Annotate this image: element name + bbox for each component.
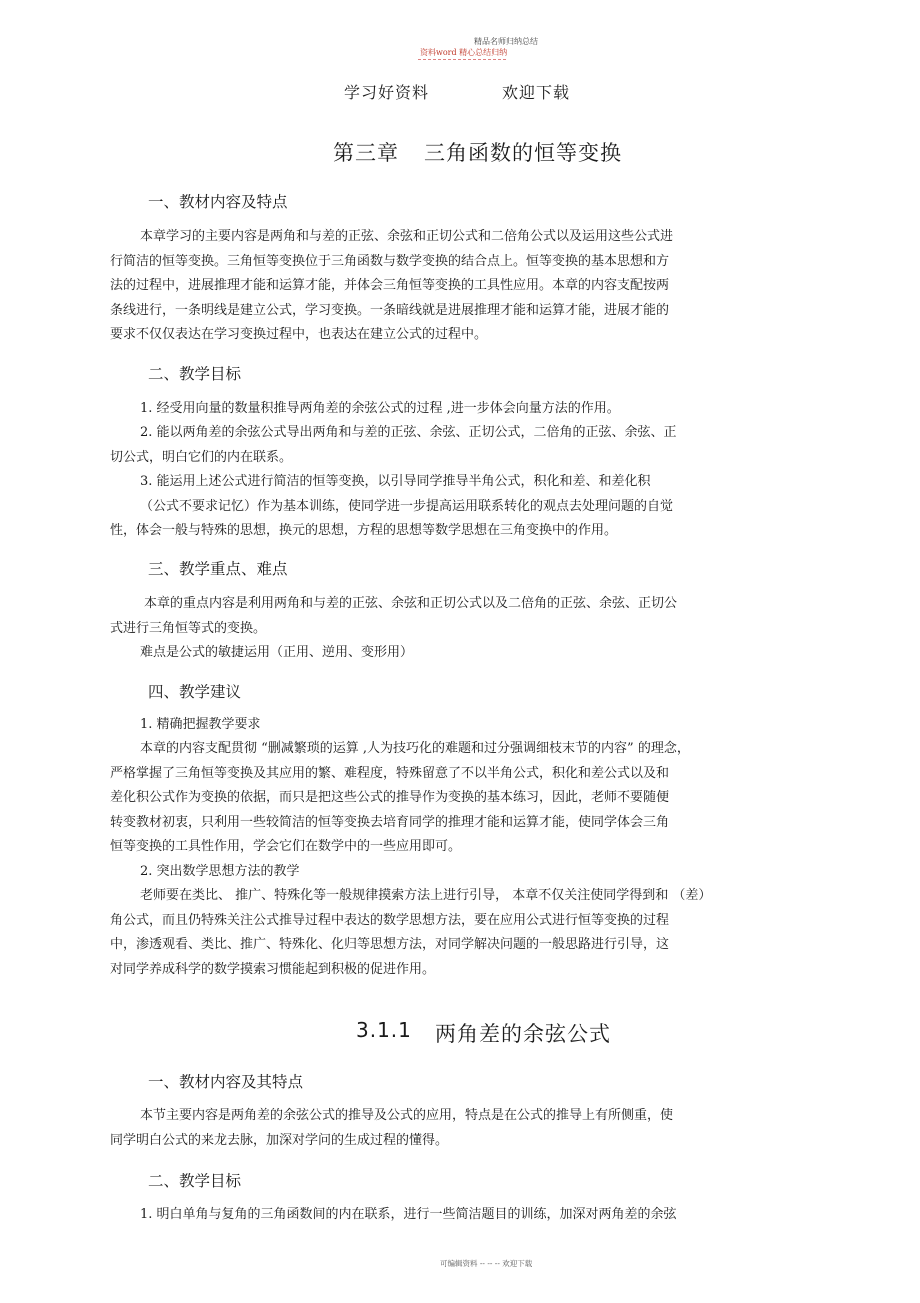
chapter-title: 三角函数的恒等变换 <box>424 141 622 165</box>
paragraph-line: 本章的重点内容是利用两角和与差的正弦、余弦和正切公式以及二倍角的正弦、余弦、正切公 <box>144 596 678 611</box>
paragraph <box>110 884 711 982</box>
paragraph-line: 2. 能以两角差的余弦公式导出两角和与差的正弦、余弦、正切公式，二倍角的正弦、余弦、正 <box>140 425 677 440</box>
section-number: 3.1.1 <box>356 1018 412 1042</box>
paragraph-line: 本章的内容支配贯彻 “删减繁琐的运算 ,人为技巧化的难题和过分强调细枝末节的内容” 的理念， <box>140 741 690 756</box>
subheading-text: 1. 精确把握教学要求 <box>140 717 261 732</box>
paragraph-line: 中，渗透观看、类比、推广、特殊化、化归等思想方法，对同学解决问题的一般思路进行引导，这 <box>110 937 670 952</box>
paragraph-line: 1. 明白单角与复角的三角函数间的内在联系，进行一些简洁题目的训练，加深对两角差的余弦 <box>140 1207 677 1222</box>
paragraph-line: 差化积公式作为变换的依据，而只是把这些公式的推导作为变换的基本练习，因此，老师不要随便 <box>110 790 670 805</box>
paragraph <box>110 1104 673 1153</box>
list-item <box>110 421 677 470</box>
section-heading: 一、教材内容及特点 <box>148 193 288 211</box>
section-title: 两角差的余弦公式 <box>435 1022 611 1046</box>
header-divider <box>418 59 506 60</box>
top-note: 精品名师归纳总结 <box>474 37 538 46</box>
section-heading: 二、教学目标 <box>148 1172 242 1190</box>
list-item <box>110 1203 677 1228</box>
paragraph-line: 切公式，明白它们的内在联系。 <box>110 449 293 465</box>
subheading <box>140 860 300 885</box>
paragraph-line: 对同学养成科学的数学摸索习惯能起到积极的促进作用。 <box>110 961 436 977</box>
section-heading: 二、教学目标 <box>148 365 242 383</box>
paragraph-line: 严格掌握了三角恒等变换及其应用的繁、难程度，特殊留意了不以半角公式，积化和差公式以及和 <box>110 765 670 781</box>
paragraph-line: 法的过程中，进展推理才能和运算才能，并体会三角恒等变换的工具性应用。本章的内容支配按两 <box>110 278 670 293</box>
paragraph-line: 条线进行，一条明线是建立公式，学习变换。一条暗线就是进展推理才能和运算才能，进展才能的 <box>110 302 670 318</box>
paragraph-line: 角公式，而且仍特殊关注公式推导过程中表达的数学思想方法，要在应用公式进行恒等变换的过程 <box>110 912 670 928</box>
top-red-note: 资料word 精心总结归纳 <box>420 48 508 57</box>
paragraph <box>110 592 677 666</box>
paragraph-line: 要求不仅仅表达在学习变换过程中，也表达在建立公式的过程中。 <box>110 327 488 342</box>
paragraph-line: 性，体会一般与特殊的思想，换元的思想，方程的思想等数学思想在三角变换中的作用。 <box>110 523 618 538</box>
header-right: 欢迎下载 <box>502 83 571 102</box>
chapter-number: 第三章 <box>333 141 399 165</box>
paragraph-line: 恒等变换的工具性作用，学会它们在数学中的一些应用即可。 <box>110 839 462 854</box>
list-item <box>110 470 673 544</box>
paragraph-line: 本节主要内容是两角差的余弦公式的推导及公式的应用，特点是在公式的推导上有所侧重，使 <box>140 1108 674 1123</box>
paragraph-line: 3. 能运用上述公式进行简洁的恒等变换，以引导同学推导半角公式，积化和差、和差化积 <box>140 474 651 489</box>
subheading-text: 2. 突出数学思想方法的教学 <box>140 864 300 879</box>
paragraph-line: 本章学习的主要内容是两角和与差的正弦、余弦和正切公式和二倍角公式以及运用这些公式进 <box>140 229 674 244</box>
paragraph-line: 同学明白公式的来龙去脉，加深对学问的生成过程的懂得。 <box>110 1132 449 1148</box>
section-heading: 一、教材内容及其特点 <box>148 1073 304 1091</box>
subheading <box>140 713 261 738</box>
page-footer: 可编辑资料 -- -- -- 欢迎下载 <box>440 1259 533 1268</box>
paragraph-line: 转变教材初衷，只利用一些较简洁的恒等变换去培育同学的推理才能和运算才能，使同学体会三角 <box>110 814 670 830</box>
section-heading: 四、教学建议 <box>148 683 242 701</box>
paragraph-line: 老师要在类比、 推广、特殊化等一般规律摸索方法上进行引导， 本章不仅关注使同学得到和 （差） <box>140 888 712 903</box>
paragraph-line: 难点是公式的敏捷运用（正用、逆用、变形用） <box>140 645 414 660</box>
paragraph-line: 行简洁的恒等变换。三角恒等变换位于三角函数与数学变换的结合点上。恒等变换的基本思想和方 <box>110 253 670 269</box>
header-left: 学习好资料 <box>344 83 430 102</box>
list-item <box>110 397 620 422</box>
paragraph-line: 1. 经受用向量的数量积推导两角差的余弦公式的过程 ,进一步体会向量方法的作用。 <box>140 401 620 416</box>
section-heading: 三、教学重点、难点 <box>148 560 288 578</box>
paragraph <box>110 737 690 860</box>
paragraph <box>110 225 673 348</box>
paragraph-line: 式进行三角恒等式的变换。 <box>110 620 267 636</box>
paragraph-line: （公式不要求记忆）作为基本训练，使同学进一步提高运用联系转化的观点去处理问题的自觉 <box>140 498 674 514</box>
